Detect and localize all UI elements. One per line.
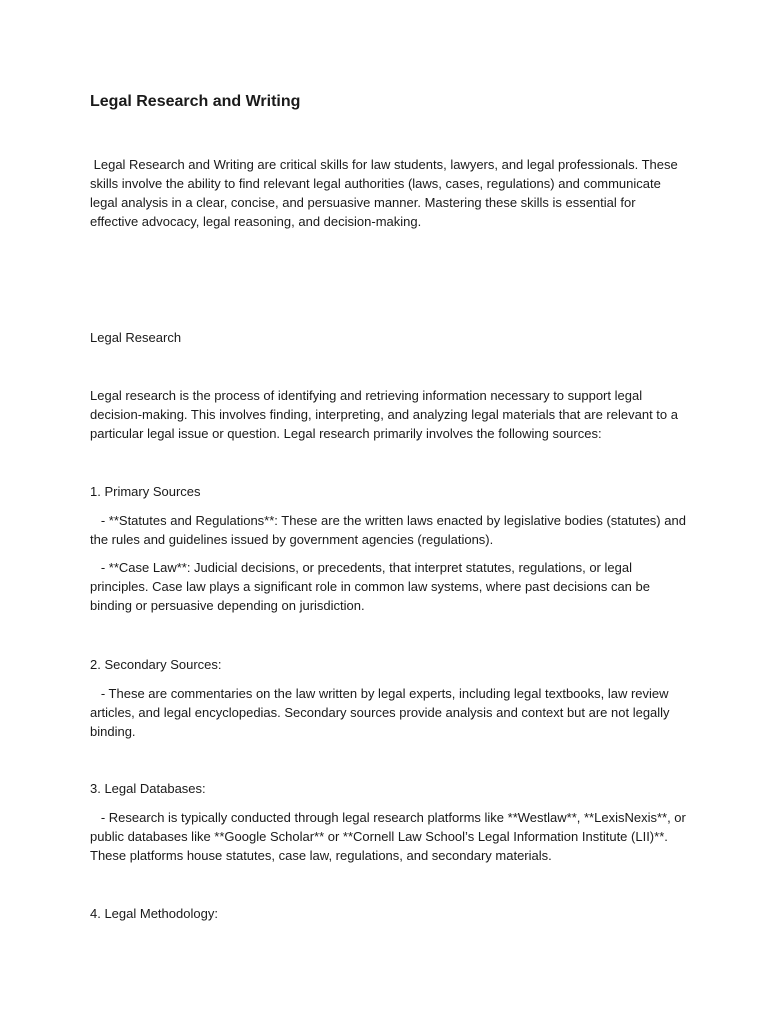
item-heading-primary-sources: 1. Primary Sources [90,484,201,499]
bullet-legal-databases: - Research is typically conducted through legal research platforms like **Westlaw**, **LexisNexis**, or public databases like **Google Scholar** or **Cornell Law School’s Legal Information Institute (LII)**. These platforms house statutes, case law, regulations, and secondary materials. [90,810,690,863]
bullet-statutes-regulations: - **Statutes and Regulations**: These are the written laws enacted by legislative bodies (statutes) and the rules and guidelines issued by government agencies (regulations). [90,513,690,547]
item-heading-legal-databases: 3. Legal Databases: [90,781,206,796]
section-intro-paragraph: Legal research is the process of identifying and retrieving information necessary to support legal decision-making. This involves finding, interpreting, and analyzing legal materials that are relevant to a particular legal issue or question. Legal research primarily involves the following sources: [90,388,678,441]
intro-paragraph: Legal Research and Writing are critical skills for law students, lawyers, and legal professionals. These skills involve the ability to find relevant legal authorities (laws, cases, regulations) and communicate legal analysis in a clear, concise, and persuasive manner. Mastering these skills is essential for effective advocacy, legal reasoning, and decision-making. [90,157,682,229]
document-title: Legal Research and Writing [90,93,301,110]
item-heading-legal-methodology: 4. Legal Methodology: [90,906,218,921]
item-heading-secondary-sources: 2. Secondary Sources: [90,657,222,672]
bullet-case-law: - **Case Law**: Judicial decisions, or precedents, that interpret statutes, regulations, or legal principles. Case law plays a significant role in common law systems, where past decisions can be binding or persuasive depending on jurisdiction. [90,560,654,613]
bullet-secondary-sources: - These are commentaries on the law written by legal experts, including legal textbooks, law review articles, and legal encyclopedias. Secondary sources provide analysis and context but are not legally binding. [90,686,674,739]
section-heading: Legal Research [90,330,182,345]
